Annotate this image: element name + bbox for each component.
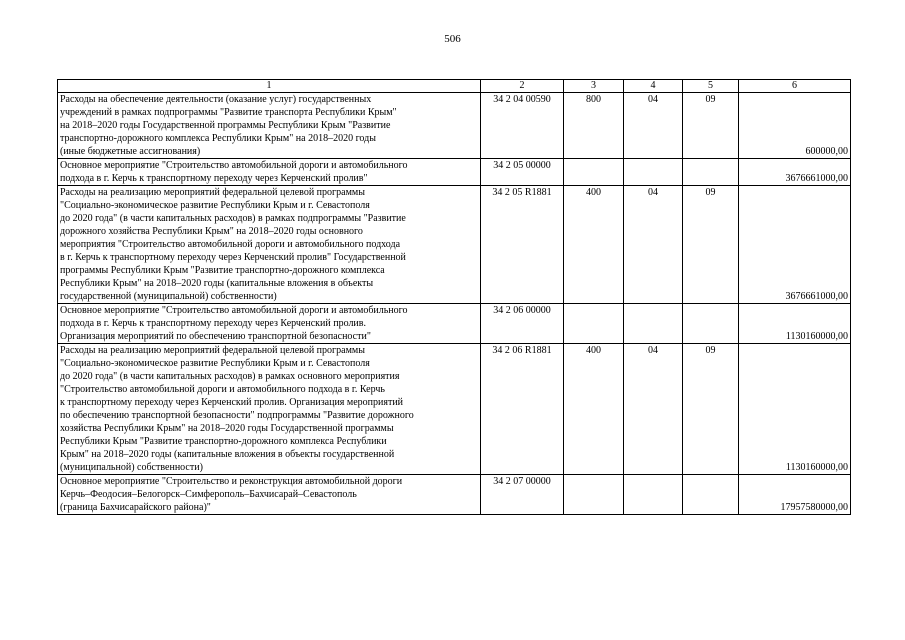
description-line: Основное мероприятие "Строительство автомобильной дороги и автомобильного — [60, 305, 408, 316]
description-line: мероприятия "Строительство автомобильной дороги и автомобильного подхода — [60, 239, 401, 250]
description-line: Расходы на реализацию мероприятий федеральной целевой программы — [60, 345, 365, 356]
table-row — [58, 186, 851, 304]
description-line: к транспортному переходу через Керченский пролив. Организация мероприятий — [60, 397, 404, 408]
amount-cell: 3676661000,00 — [739, 186, 851, 304]
description-cell — [58, 304, 481, 344]
description-line: подхода в г. Керчь к транспортному переходу через Керченский пролив" — [60, 173, 368, 184]
amount-cell: 1130160000,00 — [739, 344, 851, 475]
expense-type-cell: 400 — [564, 186, 624, 304]
header-cell: 4 — [624, 80, 683, 93]
code-cell: 34 2 04 00590 — [481, 93, 564, 159]
description-line: подхода в г. Керчь к транспортному переходу через Керченский пролив. — [60, 318, 367, 329]
section-cell — [624, 159, 683, 186]
description-line: (муниципальной) собственности) — [60, 462, 203, 473]
description-cell — [58, 159, 481, 186]
description-line: Крым" на 2018–2020 годы (капитальные вложения в объекты государственной — [60, 449, 395, 460]
subsection-cell — [683, 159, 739, 186]
code-cell: 34 2 05 R1881 — [481, 186, 564, 304]
description-line: Организация мероприятий по обеспечению транспортной безопасности" — [60, 331, 371, 342]
description-line: до 2020 года" (в части капитальных расходов) в рамках подпрограммы "Развитие — [60, 213, 406, 224]
description-line: Расходы на обеспечение деятельности (оказание услуг) государственных — [60, 94, 372, 105]
header-cell: 5 — [683, 80, 739, 93]
code-cell: 34 2 07 00000 — [481, 475, 564, 515]
description-line: "Строительство автомобильной дороги и автомобильного подхода в г. Керчь — [60, 384, 385, 395]
subsection-cell: 09 — [683, 344, 739, 475]
expense-type-cell — [564, 475, 624, 515]
description-line: (граница Бахчисарайского района)" — [60, 502, 211, 513]
description-cell — [58, 475, 481, 515]
header-row — [58, 80, 851, 93]
description-cell — [58, 344, 481, 475]
description-line: Керчь–Феодосия–Белогорск–Симферополь–Бахчисарай–Севастополь — [60, 489, 357, 500]
description-line: программы Республики Крым "Развитие транспортно-дорожного комплекса — [60, 265, 385, 276]
description-line: "Социально-экономическое развитие Республики Крым и г. Севастополя — [60, 200, 370, 211]
section-cell — [624, 475, 683, 515]
description-line: Республики Крым" на 2018–2020 годы (капитальные вложения в объекты — [60, 278, 374, 289]
description-line: в г. Керчь к транспортному переходу через Керченский пролив" Государственной — [60, 252, 406, 263]
header-cell: 6 — [739, 80, 851, 93]
page-number: 506 — [444, 33, 461, 45]
code-cell: 34 2 06 R1881 — [481, 344, 564, 475]
description-line: до 2020 года" (в части капитальных расходов) в рамках основного мероприятия — [60, 371, 400, 382]
section-cell: 04 — [624, 344, 683, 475]
description-line: "Социально-экономическое развитие Республики Крым и г. Севастополя — [60, 358, 370, 369]
description-line: государственной (муниципальной) собственности) — [60, 291, 277, 302]
description-cell — [58, 93, 481, 159]
table-row — [58, 304, 851, 344]
amount-cell: 1130160000,00 — [739, 304, 851, 344]
description-line: Республики Крым "Развитие транспортно-дорожного комплекса Республики — [60, 436, 387, 447]
expense-type-cell: 800 — [564, 93, 624, 159]
table-row — [58, 159, 851, 186]
section-cell — [624, 304, 683, 344]
table-row — [58, 344, 851, 475]
subsection-cell — [683, 475, 739, 515]
description-cell — [58, 186, 481, 304]
header-cell: 2 — [481, 80, 564, 93]
description-line: на 2018–2020 годы Государственной программы Республики Крым "Развитие — [60, 120, 391, 131]
description-line: учреждений в рамках подпрограммы "Развитие транспорта Республики Крым" — [60, 107, 397, 118]
budget-table — [57, 79, 851, 515]
code-cell: 34 2 06 00000 — [481, 304, 564, 344]
code-cell: 34 2 05 00000 — [481, 159, 564, 186]
subsection-cell — [683, 304, 739, 344]
description-line: (иные бюджетные ассигнования) — [60, 146, 201, 157]
expense-type-cell — [564, 304, 624, 344]
amount-cell: 17957580000,00 — [739, 475, 851, 515]
table-row — [58, 475, 851, 515]
expense-type-cell — [564, 159, 624, 186]
amount-cell: 3676661000,00 — [739, 159, 851, 186]
subsection-cell: 09 — [683, 93, 739, 159]
section-cell: 04 — [624, 93, 683, 159]
description-line: Расходы на реализацию мероприятий федеральной целевой программы — [60, 187, 365, 198]
description-line: Основное мероприятие "Строительство и реконструкция автомобильной дороги — [60, 476, 403, 487]
section-cell: 04 — [624, 186, 683, 304]
header-cell: 1 — [58, 80, 481, 93]
description-line: хозяйства Республики Крым" на 2018–2020 годы Государственной программы — [60, 423, 394, 434]
description-line: дорожного хозяйства Республики Крым" на 2018–2020 годы основного — [60, 226, 363, 237]
expense-type-cell: 400 — [564, 344, 624, 475]
subsection-cell: 09 — [683, 186, 739, 304]
description-line: по обеспечению транспортной безопасности" подпрограммы "Развитие дорожного — [60, 410, 414, 421]
table-row — [58, 93, 851, 159]
header-cell: 3 — [564, 80, 624, 93]
description-line: транспортно-дорожного комплекса Республики Крым" на 2018–2020 годы — [60, 133, 376, 144]
description-line: Основное мероприятие "Строительство автомобильной дороги и автомобильного — [60, 160, 408, 171]
amount-cell: 600000,00 — [739, 93, 851, 159]
